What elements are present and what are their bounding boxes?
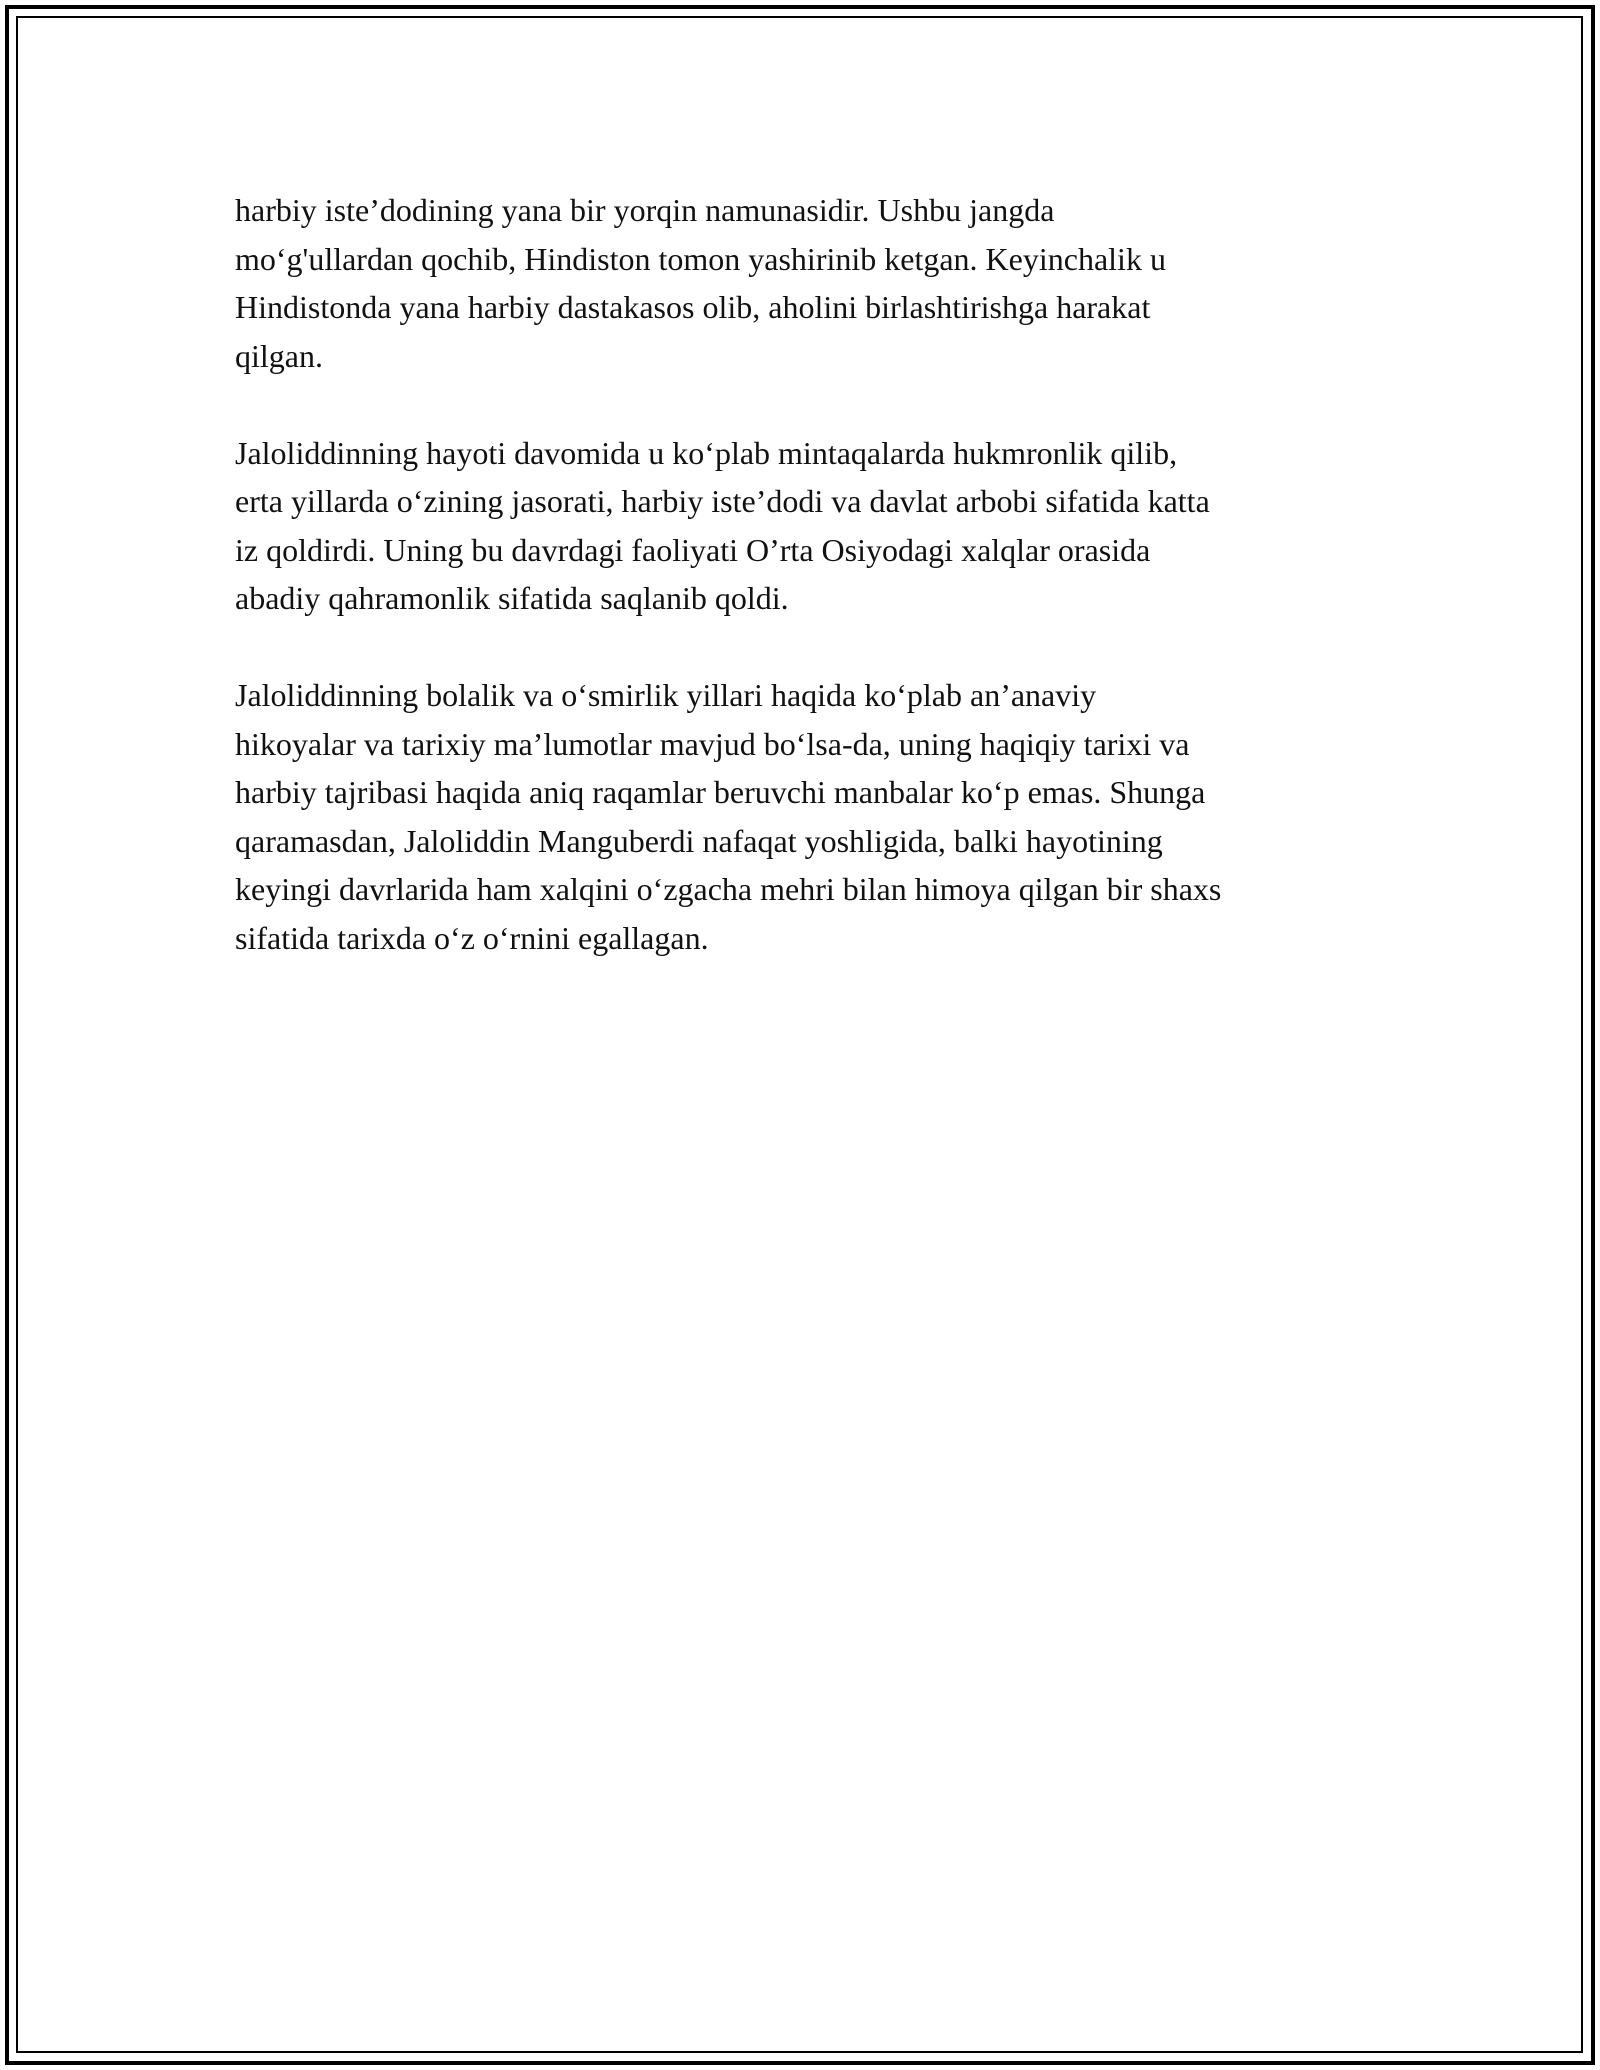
text-line: iz qoldirdi. Uning bu davrdagi faoliyati O’rta Osiyodagi xalqlar orasida (235, 531, 1151, 568)
document-body (235, 186, 1380, 1011)
text-line: harbiy iste’dodining yana bir yorqin namunasidir. Ushbu jangda (235, 192, 1055, 228)
text-line: Jaloliddinning bolalik va o‘smirlik yillari haqida ko‘plab an’anaviy (235, 677, 1097, 713)
text-line: mo‘g'ullardan qochib, Hindiston tomon yashirinib ketgan. Keyinchalik u (235, 240, 1166, 277)
paragraph-1 (235, 186, 1380, 380)
text-line: sifatida tarixda o‘z o‘rnini egallagan. (235, 919, 709, 956)
text-line: hikoyalar va tarixiy ma’lumotlar mavjud bo‘lsa-da, uning haqiqiy tarixi va (235, 725, 1190, 762)
text-line: abadiy qahramonlik sifatida saqlanib qoldi. (235, 580, 789, 616)
text-line: qilgan. (235, 337, 323, 374)
text-line: Hindistonda yana harbiy dastakasos olib, aholini birlashtirishga harakat (235, 289, 1151, 325)
text-line: Jaloliddinning hayoti davomida u ko‘plab mintaqalarda hukmronlik qilib, (235, 434, 1178, 471)
text-line: qaramasdan, Jaloliddin Manguberdi nafaqat yoshligida, balki hayotining (235, 822, 1163, 859)
text-line: erta yillarda o‘zining jasorati, harbiy iste’dodi va davlat arbobi sifatida katta (235, 483, 1210, 519)
text-line: harbiy tajribasi haqida aniq raqamlar beruvchi manbalar ko‘p emas. Shunga (235, 774, 1206, 810)
paragraph-3 (235, 671, 1380, 962)
text-line: keyingi davrlarida ham xalqini o‘zgacha mehri bilan himoya qilgan bir shaxs (235, 871, 1222, 907)
paragraph-2 (235, 429, 1380, 623)
